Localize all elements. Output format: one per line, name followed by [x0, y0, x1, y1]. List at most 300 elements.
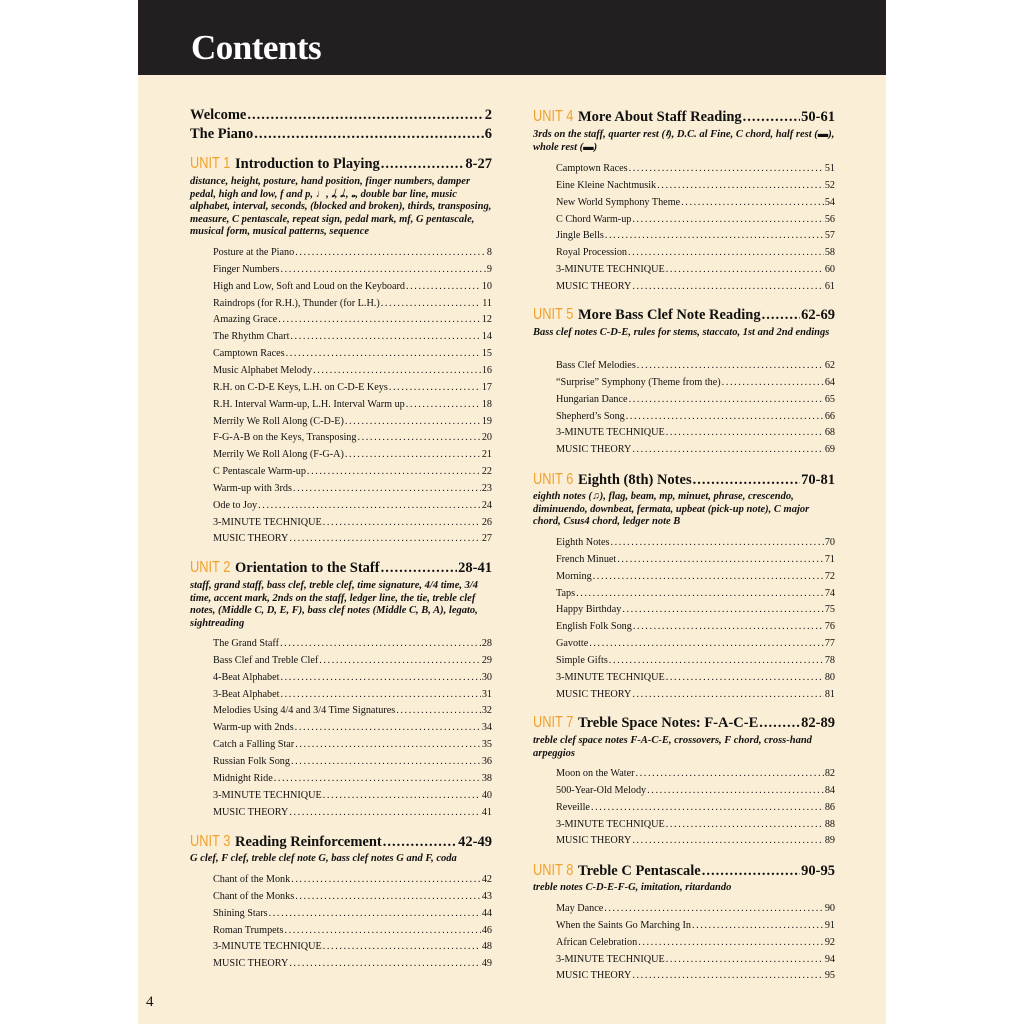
entry-label: Bass Clef and Treble Clef	[213, 655, 319, 666]
unit-heading[interactable]	[190, 832, 492, 852]
dot-leader	[313, 364, 481, 378]
entry-label: Finger Numbers	[213, 264, 280, 275]
entry-label: Roman Trumpets	[213, 925, 284, 936]
entry-label: Chant of the Monks	[213, 891, 295, 902]
toc-item[interactable]	[213, 280, 492, 294]
dot-leader	[759, 713, 800, 733]
dot-leader	[629, 162, 824, 176]
dot-leader	[622, 603, 823, 617]
dot-leader	[323, 940, 481, 954]
entry-page: 43	[481, 891, 492, 902]
unit-tag: UNIT 2	[190, 559, 231, 576]
entry-label: Warm-up with 3rds	[213, 483, 292, 494]
dot-leader	[284, 924, 480, 938]
dot-leader	[280, 671, 480, 685]
entry-label: Raindrops (for R.H.), Thunder (for L.H.)	[213, 298, 380, 309]
toc-entry[interactable]	[190, 106, 492, 124]
toc-item[interactable]	[556, 263, 835, 277]
entry-page: 22	[481, 466, 492, 477]
toc-item[interactable]	[556, 359, 835, 373]
entry-page: 26	[481, 517, 492, 528]
toc-item[interactable]	[556, 784, 835, 798]
dot-leader	[632, 443, 823, 457]
dot-leader	[632, 213, 823, 227]
toc-item[interactable]	[213, 806, 492, 820]
toc-item[interactable]	[556, 443, 835, 457]
entry-label: Amazing Grace	[213, 314, 278, 325]
entry-page: 76	[824, 621, 835, 632]
entry-label: 500-Year-Old Melody	[556, 785, 647, 796]
entry-page: 54	[824, 197, 835, 208]
entry-label: Catch a Falling Star	[213, 739, 295, 750]
toc-item[interactable]	[556, 280, 835, 294]
entry-page: 58	[824, 247, 835, 258]
entry-page: 21	[481, 449, 492, 460]
page-title: Contents	[191, 28, 322, 67]
toc-item[interactable]	[556, 162, 835, 176]
entry-label: MUSIC THEORY	[556, 689, 632, 700]
dot-leader	[293, 482, 481, 496]
toc-item[interactable]	[556, 767, 835, 781]
toc-item[interactable]	[213, 499, 492, 513]
toc-item[interactable]	[213, 448, 492, 462]
toc-item[interactable]	[556, 229, 835, 243]
toc-item[interactable]	[556, 834, 835, 848]
entry-label: Jingle Bells	[556, 230, 604, 241]
entry-label: Posture at the Piano	[213, 247, 295, 258]
entry-page: 27	[481, 533, 492, 544]
unit-tag: UNIT 1	[190, 155, 231, 172]
dot-leader	[632, 280, 823, 294]
entry-label: Welcome	[190, 107, 247, 123]
entry-page: 72	[824, 571, 835, 582]
entry-label: Camptown Races	[556, 163, 628, 174]
dot-leader	[632, 969, 823, 983]
dot-leader	[632, 834, 823, 848]
dot-leader	[632, 688, 823, 702]
entry-page: 10	[481, 281, 492, 292]
entry-label: “Surprise” Symphony (Theme from the)	[556, 377, 721, 388]
entry-page: 65	[824, 394, 835, 405]
unit-tag: UNIT 5	[533, 306, 574, 323]
entry-page: 8-27	[465, 156, 492, 172]
entry-label: Camptown Races	[213, 348, 285, 359]
toc-item[interactable]	[213, 482, 492, 496]
toc-item[interactable]	[556, 671, 835, 685]
unit-description: G clef, F clef, treble clef note G, bass clef notes G and F, coda	[190, 853, 457, 864]
dot-leader	[295, 738, 481, 752]
entry-page: 11	[482, 298, 492, 309]
dot-leader	[692, 919, 824, 933]
entry-label: Orientation to the Staff	[235, 560, 380, 576]
entry-page: 92	[824, 937, 835, 948]
dot-leader	[666, 953, 824, 967]
unit-description: eighth notes (♫), flag, beam, mp, minuet, phrase, crescendo, diminuendo, downbeat, fermata, upbeat (pick-up note), C major chord, Csus4 chord, ledger note B	[533, 491, 810, 527]
entry-label: Simple Gifts	[556, 655, 608, 666]
toc-item[interactable]	[213, 704, 492, 718]
toc-item[interactable]	[213, 940, 492, 954]
dot-leader	[269, 907, 481, 921]
entry-page: 50-61	[801, 109, 835, 125]
toc-item[interactable]	[213, 516, 492, 530]
toc-item[interactable]	[556, 637, 835, 651]
entry-page: 66	[824, 411, 835, 422]
toc-item[interactable]	[556, 246, 835, 260]
entry-page: 41	[481, 807, 492, 818]
toc-item[interactable]	[213, 330, 492, 344]
entry-label: Shining Stars	[213, 908, 268, 919]
toc-item[interactable]	[213, 957, 492, 971]
toc-item[interactable]	[556, 587, 835, 601]
entry-page: 71	[824, 554, 835, 565]
toc-item[interactable]	[556, 818, 835, 832]
entry-page: 32	[481, 705, 492, 716]
entry-label: 3-Beat Alphabet	[213, 689, 280, 700]
entry-page: 9	[486, 264, 492, 275]
toc-item[interactable]	[556, 536, 835, 550]
dot-leader	[357, 431, 480, 445]
toc-item[interactable]	[556, 801, 835, 815]
entry-label: 3-MINUTE TECHNIQUE	[556, 819, 665, 830]
toc-item[interactable]	[556, 410, 835, 424]
entry-label: MUSIC THEORY	[213, 807, 289, 818]
dot-leader	[657, 179, 824, 193]
dot-leader	[702, 861, 800, 881]
entry-label: Chant of the Monk	[213, 874, 291, 885]
unit-heading[interactable]	[190, 558, 492, 578]
dot-leader	[307, 465, 481, 479]
unit-tag: UNIT 3	[190, 833, 231, 850]
toc-item[interactable]	[213, 364, 492, 378]
toc-item[interactable]	[556, 902, 835, 916]
entry-page: 91	[824, 920, 835, 931]
toc-item[interactable]	[213, 671, 492, 685]
entry-label: R.H. on C-D-E Keys, L.H. on C-D-E Keys	[213, 382, 388, 393]
entry-label: Eine Kleine Nachtmusik	[556, 180, 657, 191]
entry-label: Merrily We Roll Along (C-D-E)	[213, 416, 344, 427]
dot-leader	[762, 305, 801, 325]
entry-page: 24	[481, 500, 492, 511]
entry-page: 38	[481, 773, 492, 784]
entry-page: 29	[481, 655, 492, 666]
entry-page: 35	[481, 739, 492, 750]
entry-label: MUSIC THEORY	[556, 444, 632, 455]
dot-leader	[628, 246, 824, 260]
dot-leader	[636, 767, 824, 781]
dot-leader	[254, 125, 484, 143]
unit-tag: UNIT 6	[533, 471, 574, 488]
entry-label: Warm-up with 2nds	[213, 722, 294, 733]
entry-page: 70-81	[801, 472, 835, 488]
toc-item[interactable]	[213, 772, 492, 786]
toc-item[interactable]	[213, 637, 492, 651]
entry-page: 46	[481, 925, 492, 936]
dot-leader	[610, 536, 823, 550]
page-number: 4	[146, 994, 154, 1010]
entry-page: 64	[824, 377, 835, 388]
dot-leader	[605, 229, 824, 243]
toc-item[interactable]	[213, 532, 492, 546]
entry-page: 12	[481, 314, 492, 325]
toc-item[interactable]	[556, 654, 835, 668]
entry-page: 44	[481, 908, 492, 919]
toc-item[interactable]	[556, 426, 835, 440]
entry-label: Gavotte	[556, 638, 589, 649]
entry-label: The Grand Staff	[213, 638, 280, 649]
entry-page: 77	[824, 638, 835, 649]
dot-leader	[383, 832, 457, 852]
entry-label: Taps	[556, 588, 576, 599]
dot-leader	[633, 620, 824, 634]
dot-leader	[345, 415, 481, 429]
entry-label: Ode to Joy	[213, 500, 258, 511]
dot-leader	[626, 410, 824, 424]
entry-page: 62	[824, 360, 835, 371]
toc-item[interactable]	[213, 347, 492, 361]
entry-label: New World Symphony Theme	[556, 197, 681, 208]
dot-leader	[609, 654, 824, 668]
entry-label: 3-MINUTE TECHNIQUE	[556, 264, 665, 275]
dot-leader	[589, 637, 824, 651]
entry-label: 3-MINUTE TECHNIQUE	[556, 427, 665, 438]
entry-page: 75	[824, 604, 835, 615]
toc-item[interactable]	[556, 936, 835, 950]
toc-entry[interactable]	[190, 125, 492, 143]
toc-item[interactable]	[213, 789, 492, 803]
dot-leader	[743, 107, 800, 127]
dot-leader	[289, 532, 480, 546]
toc-item[interactable]	[556, 919, 835, 933]
toc-item[interactable]	[213, 755, 492, 769]
entry-label: Morning	[556, 571, 592, 582]
dot-leader	[693, 470, 801, 490]
toc-item[interactable]	[556, 570, 835, 584]
entry-label: MUSIC THEORY	[556, 281, 632, 292]
dot-leader	[291, 873, 481, 887]
toc-item[interactable]	[213, 924, 492, 938]
toc-item[interactable]	[213, 431, 492, 445]
dot-leader	[291, 755, 481, 769]
entry-label: When the Saints Go Marching In	[556, 920, 691, 931]
toc-item[interactable]	[213, 246, 492, 260]
entry-label: Melodies Using 4/4 and 3/4 Time Signatures	[213, 705, 396, 716]
dot-leader	[295, 246, 486, 260]
entry-page: 23	[481, 483, 492, 494]
unit-description: staff, grand staff, bass clef, treble clef, time signature, 4/4 time, 3/4 time, accent mark, 2nds on the staff, ledger line, the tie, treble clef notes, (Middle C, D, E, F), bass clef notes (Middle C, B, A), legato, sightreading	[190, 580, 479, 629]
dot-leader	[319, 654, 481, 668]
toc-item[interactable]	[213, 738, 492, 752]
unit-tag: UNIT 7	[533, 714, 574, 731]
entry-label: The Rhythm Chart	[213, 331, 290, 342]
unit-description: 3rds on the staff, quarter rest (𝄽), D.C. al Fine, C chord, half rest (▬), whole rest (▬)	[533, 129, 835, 153]
entry-label: R.H. Interval Warm-up, L.H. Interval Warm up	[213, 399, 405, 410]
entry-label: Merrily We Roll Along (F-G-A)	[213, 449, 344, 460]
unit-tag: UNIT 8	[533, 862, 574, 879]
dot-leader	[722, 376, 824, 390]
toc-item[interactable]	[213, 907, 492, 921]
entry-page: 90-95	[801, 863, 835, 879]
toc-item[interactable]	[556, 553, 835, 567]
entry-page: 74	[824, 588, 835, 599]
entry-page: 15	[481, 348, 492, 359]
dot-leader	[617, 553, 824, 567]
entry-page: 31	[481, 689, 492, 700]
unit-heading[interactable]	[533, 861, 835, 881]
dot-leader	[295, 721, 481, 735]
entry-label: Moon on the Water	[556, 768, 635, 779]
entry-page: 28-41	[458, 560, 492, 576]
toc-item[interactable]	[213, 313, 492, 327]
dot-leader	[576, 587, 824, 601]
dot-leader	[666, 671, 824, 685]
toc-item[interactable]	[556, 213, 835, 227]
dot-leader	[637, 359, 824, 373]
entry-label: Reveille	[556, 802, 590, 813]
unit-description: Bass clef notes C-D-E, rules for stems, staccato, 1st and 2nd endings	[533, 327, 830, 338]
entry-label: 3-MINUTE TECHNIQUE	[556, 954, 665, 965]
entry-label: 3-MINUTE TECHNIQUE	[213, 517, 322, 528]
entry-label: Eighth Notes	[556, 537, 610, 548]
dot-leader	[647, 784, 824, 798]
dot-leader	[381, 558, 458, 578]
entry-page: 70	[824, 537, 835, 548]
entry-label: Happy Birthday	[556, 604, 622, 615]
toc-item[interactable]	[556, 969, 835, 983]
toc-item[interactable]	[213, 263, 492, 277]
dot-leader	[289, 957, 480, 971]
dot-leader	[286, 347, 481, 361]
unit-description: treble notes C-D-E-F-G, imitation, ritardando	[533, 882, 732, 893]
entry-page: 68	[824, 427, 835, 438]
entry-page: 16	[481, 365, 492, 376]
toc-item[interactable]	[556, 179, 835, 193]
unit-description: treble clef space notes F-A-C-E, crossovers, F chord, cross-hand arpeggios	[533, 735, 812, 759]
toc-item[interactable]	[556, 688, 835, 702]
entry-page: 48	[481, 941, 492, 952]
entry-label: High and Low, Soft and Loud on the Keyboard	[213, 281, 406, 292]
dot-leader	[389, 381, 481, 395]
entry-page: 69	[824, 444, 835, 455]
toc-item[interactable]	[213, 688, 492, 702]
entry-label: Royal Procession	[556, 247, 628, 258]
entry-page: 8	[486, 247, 492, 258]
entry-label: 4-Beat Alphabet	[213, 672, 280, 683]
dot-leader	[406, 280, 481, 294]
entry-page: 36	[481, 756, 492, 767]
entry-page: 95	[824, 970, 835, 981]
entry-page: 28	[481, 638, 492, 649]
entry-page: 56	[824, 214, 835, 225]
toc-item[interactable]	[556, 620, 835, 634]
toc-item[interactable]	[213, 297, 492, 311]
entry-page: 42-49	[458, 834, 492, 850]
toc-item[interactable]	[213, 721, 492, 735]
entry-label: Music Alphabet Melody	[213, 365, 313, 376]
dot-leader	[345, 448, 481, 462]
toc-item[interactable]	[213, 890, 492, 904]
entry-page: 2	[484, 107, 492, 123]
entry-page: 88	[824, 819, 835, 830]
entry-page: 81	[824, 689, 835, 700]
toc-item[interactable]	[556, 953, 835, 967]
dot-leader	[681, 196, 824, 210]
dot-leader	[604, 902, 824, 916]
unit-heading[interactable]	[533, 305, 835, 325]
entry-page: 84	[824, 785, 835, 796]
unit-description: distance, height, posture, hand position, finger numbers, damper pedal, high and low, f and p, ♩, 𝅗𝅥, 𝅗𝅥., 𝅝, double bar line, music alphabet, interval, seconds, (blocked and broken), thirds, transposing, measure, C pentascale, repeat sign, pedal mark, mf, G pentascale, musical form, musical patterns, sequence	[190, 176, 492, 237]
dot-leader	[638, 936, 824, 950]
entry-page: 89	[824, 835, 835, 846]
entry-label: Bass Clef Melodies	[556, 360, 636, 371]
unit-heading[interactable]	[533, 107, 835, 127]
entry-page: 52	[824, 180, 835, 191]
dot-leader	[295, 890, 481, 904]
entry-page: 57	[824, 230, 835, 241]
entry-page: 82-89	[801, 715, 835, 731]
entry-label: MUSIC THEORY	[213, 958, 289, 969]
entry-label: Eighth (8th) Notes	[578, 472, 692, 488]
entry-label: Treble C Pentascale	[578, 863, 701, 879]
toc-item[interactable]	[556, 603, 835, 617]
entry-page: 18	[481, 399, 492, 410]
toc-item[interactable]	[213, 465, 492, 479]
entry-label: 3-MINUTE TECHNIQUE	[213, 790, 322, 801]
entry-page: 61	[824, 281, 835, 292]
dot-leader	[406, 398, 481, 412]
entry-page: 6	[484, 126, 492, 142]
dot-leader	[280, 688, 480, 702]
entry-label: MUSIC THEORY	[556, 970, 632, 981]
entry-page: 80	[824, 672, 835, 683]
entry-label: Shepherd’s Song	[556, 411, 625, 422]
toc-item[interactable]	[556, 393, 835, 407]
unit-tag: UNIT 4	[533, 108, 574, 125]
toc-item[interactable]	[213, 398, 492, 412]
entry-label: C Pentascale Warm-up	[213, 466, 306, 477]
dot-leader	[323, 789, 481, 803]
dot-leader	[666, 818, 824, 832]
toc-item[interactable]	[213, 654, 492, 668]
toc-item[interactable]	[556, 376, 835, 390]
entry-label: Hungarian Dance	[556, 394, 628, 405]
entry-page: 62-69	[801, 307, 835, 323]
entry-label: More Bass Clef Note Reading	[578, 307, 761, 323]
entry-page: 17	[481, 382, 492, 393]
entry-label: More About Staff Reading	[578, 109, 742, 125]
dot-leader	[591, 801, 824, 815]
toc-item[interactable]	[556, 196, 835, 210]
entry-label: F-G-A-B on the Keys, Transposing	[213, 432, 357, 443]
entry-label: African Celebration	[556, 937, 638, 948]
entry-page: 60	[824, 264, 835, 275]
entry-label: English Folk Song	[556, 621, 632, 632]
entry-page: 78	[824, 655, 835, 666]
unit-heading[interactable]	[190, 154, 492, 174]
toc-item[interactable]	[213, 381, 492, 395]
entry-page: 40	[481, 790, 492, 801]
entry-page: 94	[824, 954, 835, 965]
unit-heading[interactable]	[533, 470, 835, 490]
unit-heading[interactable]	[533, 713, 835, 733]
dot-leader	[274, 772, 481, 786]
toc-item[interactable]	[213, 873, 492, 887]
dot-leader	[666, 263, 824, 277]
toc-item[interactable]	[213, 415, 492, 429]
dot-leader	[289, 806, 480, 820]
entry-label: C Chord Warm-up	[556, 214, 632, 225]
entry-page: 51	[824, 163, 835, 174]
dot-leader	[280, 637, 481, 651]
